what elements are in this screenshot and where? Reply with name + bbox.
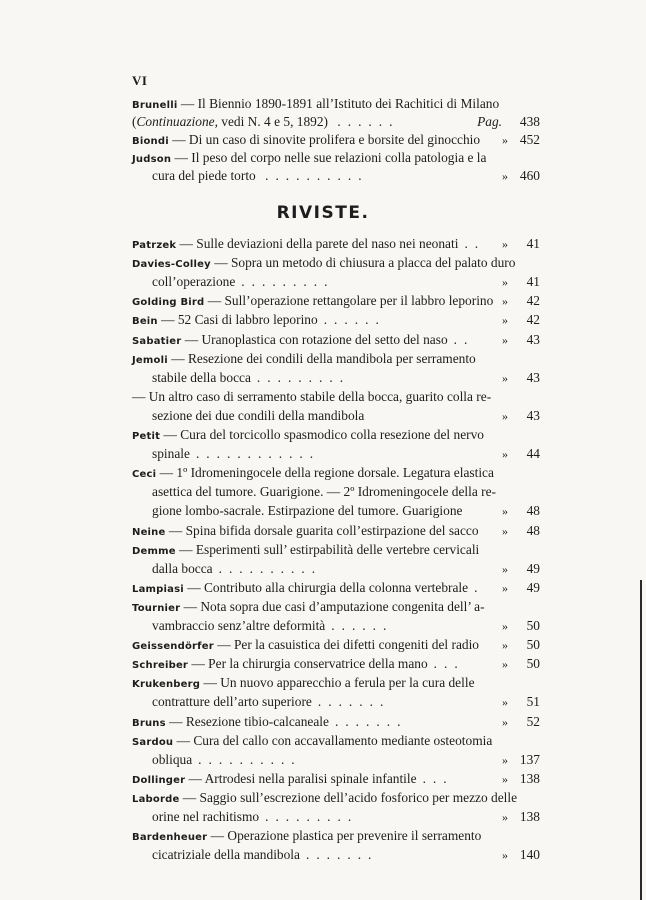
toc-line	[152, 482, 540, 501]
entry-title: cicatriziale della mandibola	[152, 847, 300, 863]
leader-dots: ..........	[198, 751, 302, 767]
leader-dots: .........	[256, 369, 351, 385]
entry-title: — Nota sopra due casi d’amputazione congenita dell’ a-	[183, 598, 485, 614]
toc-line	[132, 387, 540, 406]
entry-title: dalla bocca	[152, 560, 213, 576]
entry-page-ref	[498, 559, 540, 579]
entry-page-ref	[498, 444, 540, 464]
entry-page-ref	[498, 521, 540, 541]
entry-title: — Contributo alla chirurgia della colonna vertebrale	[187, 579, 469, 595]
guillemet: »	[502, 580, 508, 595]
toc-line	[152, 807, 540, 826]
entry-title: — Resezione dei condili della mandibola per serramento	[171, 350, 476, 366]
toc-line	[132, 112, 540, 131]
entry-author: Brunelli	[132, 100, 178, 111]
guillemet: »	[502, 447, 508, 462]
toc-line	[132, 148, 540, 167]
entry-title-italic: Continuazione,	[136, 114, 218, 129]
entry-author: Golding Bird	[132, 297, 205, 309]
entry-page: 138	[519, 809, 540, 824]
toc-line	[132, 234, 540, 253]
entry-page: 48	[526, 522, 540, 538]
toc-line	[132, 712, 540, 731]
guillemet: »	[502, 133, 508, 147]
entry-author: Sardou	[132, 736, 174, 748]
toc-line	[132, 463, 540, 482]
entry-author: Bruns	[132, 717, 166, 729]
guillemet: »	[502, 237, 508, 251]
guillemet: »	[502, 752, 508, 767]
entry-page-ref	[498, 166, 540, 186]
entry-page-ref	[498, 272, 540, 292]
guillemet: »	[502, 695, 508, 710]
entry-page: 438	[519, 114, 540, 129]
leader-dots: ............	[195, 446, 321, 462]
entry-page-ref	[498, 635, 540, 655]
toc-line	[132, 788, 540, 807]
entry-page-ref	[498, 769, 540, 789]
leader-dots: .......	[317, 694, 391, 710]
guillemet: »	[502, 275, 508, 290]
entry-author: Geissendörfer	[132, 641, 214, 653]
entry-author: Bardenheuer	[132, 832, 208, 844]
entry-page-ref	[498, 750, 540, 770]
guillemet: »	[502, 370, 508, 385]
toc-line	[132, 597, 540, 616]
entry-title: — Saggio sull’escrezione dell’acido fosforico per mezzo delle	[182, 789, 518, 805]
toc-line	[152, 368, 540, 387]
guillemet: »	[502, 848, 508, 863]
toc-line	[152, 845, 540, 864]
entry-title: spinale	[152, 446, 190, 462]
entry-page: 49	[526, 560, 540, 576]
leader-dots: ...	[422, 770, 454, 786]
entry-title: — Il peso del corpo nelle sue relazioni colla patologia e la	[174, 150, 487, 165]
toc-line	[132, 330, 540, 349]
guillemet: »	[502, 294, 508, 309]
entry-page-ref	[498, 501, 540, 521]
entry-page-ref	[498, 130, 540, 150]
entry-page-ref	[498, 310, 540, 330]
entry-author: Davies-Colley	[132, 259, 211, 271]
entry-page: 51	[526, 694, 540, 710]
toc-line	[152, 272, 540, 291]
entry-page-ref	[498, 330, 540, 350]
toc-line	[152, 501, 540, 520]
guillemet: »	[502, 771, 508, 786]
guillemet: »	[502, 408, 508, 423]
entry-page: 137	[519, 751, 540, 767]
guillemet: »	[502, 169, 508, 183]
entry-page: 52	[526, 713, 540, 729]
entry-page-ref	[498, 807, 540, 827]
entry-page: 49	[526, 579, 540, 595]
entry-title: — Sulle deviazioni della parete del naso nei neonati	[179, 236, 459, 251]
guillemet: »	[502, 714, 508, 729]
entry-page: 43	[526, 331, 540, 347]
entry-author: Biondi	[132, 136, 169, 147]
entry-page: 138	[519, 770, 540, 786]
entry-page: 48	[526, 503, 540, 519]
entry-author: Schreiber	[132, 660, 189, 672]
guillemet: »	[502, 332, 508, 347]
entry-author: Petit	[132, 431, 161, 442]
page-number: VI	[132, 73, 148, 88]
toc-line	[152, 750, 540, 769]
entry-page: 452	[519, 132, 540, 147]
entry-title: asettica del tumore. Guarigione. — 2º Idromeningocele della re-	[152, 484, 496, 500]
guillemet: »	[502, 657, 508, 672]
entry-author: Laborde	[132, 793, 180, 805]
entry-title: — 1º Idromeningocele della regione dorsale. Legatura elastica	[159, 465, 494, 481]
entry-title: vedi N. 4 e 5, 1892)	[217, 114, 329, 129]
entry-title: — Esperimenti sull’ estirpabilità delle vertebre cervicali	[179, 541, 480, 557]
leader-dots: ......	[323, 312, 386, 328]
toc-line	[132, 826, 540, 845]
entry-title: — Spina bifida dorsale guarita coll’estirpazione del sacco	[168, 522, 479, 538]
leader-dots: ..........	[218, 560, 323, 576]
entry-author: Neine	[132, 526, 166, 538]
toc-line	[152, 616, 540, 635]
entry-author: Demme	[132, 545, 176, 557]
entry-page-ref	[498, 406, 540, 426]
leader-dots: ...	[433, 656, 465, 672]
entry-title: — Il Biennio 1890-1891 all’Istituto dei Rachitici di Milano	[180, 96, 500, 111]
toc-line	[132, 349, 540, 368]
entry-title-prefix: (	[132, 114, 137, 129]
toc-line	[152, 444, 540, 463]
entry-title: vambraccio senz’altre deformità	[152, 618, 326, 633]
guillemet: »	[502, 561, 508, 576]
entry-author: Lampiasi	[132, 583, 184, 595]
toc-line	[132, 310, 540, 329]
entry-page: 41	[526, 274, 540, 290]
entry-title: — 52 Casi di labbro leporino	[161, 312, 318, 328]
entry-title: coll’operazione	[152, 274, 236, 290]
entry-title: orine nel rachitismo	[152, 809, 260, 824]
entry-title: — Operazione plastica per prevenire il serramento	[210, 828, 482, 844]
entry-title: — Uranoplastica con rotazione del setto del naso	[184, 331, 448, 347]
entry-page-ref	[498, 578, 540, 598]
entry-page-ref	[498, 845, 540, 865]
toc-line	[132, 731, 540, 750]
entry-page-ref	[498, 368, 540, 388]
toc-line	[132, 253, 540, 272]
entry-title: — Artrodesi nella paralisi spinale infantile	[188, 770, 417, 786]
entry-page: 43	[526, 369, 540, 385]
toc-line	[132, 654, 540, 673]
toc-line	[132, 291, 540, 310]
entry-page-ref	[498, 616, 540, 636]
entry-title: cura del piede torto	[152, 168, 256, 183]
leader-dots: ......	[331, 618, 394, 633]
leader-dots: .	[474, 579, 485, 595]
leader-dots: .........	[265, 809, 359, 824]
entry-title: — Cura del callo con accavallamento mediante osteotomia	[176, 732, 493, 748]
toc-line	[152, 692, 540, 711]
entry-title: — Un nuovo apparecchio a ferula per la cura delle	[203, 675, 475, 691]
guillemet: »	[502, 810, 508, 824]
entry-page: 50	[526, 656, 540, 672]
toc-line	[152, 406, 540, 425]
toc-line	[152, 166, 540, 185]
entry-title: — Per la casuistica dei difetti congeniti del radio	[217, 637, 479, 653]
entry-author: Tournier	[132, 602, 181, 614]
entry-page-ref	[498, 654, 540, 674]
toc-line	[132, 673, 540, 692]
entry-title: — Per la chirurgia conservatrice della mano	[191, 656, 428, 672]
toc-line	[132, 635, 540, 654]
toc-line	[132, 521, 540, 540]
toc-line	[132, 769, 540, 788]
entry-author: Ceci	[132, 469, 157, 481]
entry-page-ref	[477, 112, 540, 131]
entry-page-ref	[498, 234, 540, 254]
entry-page: 140	[519, 847, 540, 863]
guillemet: »	[502, 523, 508, 538]
entry-title: — Sull’operazione rettangolare per il labbro leporino	[207, 293, 494, 309]
toc-line	[132, 540, 540, 559]
entry-title: — Cura del torcicollo spasmodico colla resezione del nervo	[163, 427, 484, 442]
toc-line	[132, 130, 540, 149]
toc-line	[152, 559, 540, 578]
toc-line	[132, 94, 540, 113]
entry-title: sezione dei due condili della mandibola	[152, 407, 365, 423]
entry-title: — Sopra un metodo di chiusura a placca del palato duro	[214, 255, 516, 271]
entry-title: contratture dell’arto superiore	[152, 694, 312, 710]
entry-author: Bein	[132, 316, 158, 328]
page-edge-shadow	[640, 580, 642, 900]
entry-title: — Un altro caso di serramento stabile della bocca, guarito colla re-	[132, 388, 492, 404]
entry-author: Dollinger	[132, 774, 186, 786]
entry-page: 44	[526, 446, 540, 462]
entry-page: 50	[526, 637, 540, 653]
guillemet: »	[502, 313, 508, 328]
entry-author: Jemoli	[132, 354, 168, 366]
leader-dots: ......	[337, 114, 400, 129]
leader-dots: .........	[241, 274, 335, 290]
leader-dots: ..	[453, 331, 475, 347]
entry-page: 42	[526, 312, 540, 328]
section-heading: RIVISTE.	[276, 203, 370, 223]
entry-page-ref	[498, 692, 540, 712]
entry-title: obliqua	[152, 751, 193, 767]
entry-author: Patrzek	[132, 240, 177, 251]
entry-title: gione lombo-sacrale. Estirpazione del tumore. Guarigione	[152, 503, 463, 519]
leader-dots: ..	[464, 236, 486, 251]
entry-title: — Resezione tibio-calcaneale	[169, 713, 329, 729]
entry-page: 41	[526, 236, 540, 251]
toc-line	[132, 425, 540, 444]
leader-dots: ..........	[265, 168, 369, 183]
guillemet: »	[502, 619, 508, 633]
entry-author: Judson	[132, 154, 172, 165]
entry-page: 42	[526, 293, 540, 309]
entry-author: Krukenberg	[132, 679, 201, 691]
toc-line	[132, 578, 540, 597]
pag-label: Pag.	[477, 114, 502, 129]
entry-page: 460	[519, 168, 540, 183]
entry-title: stabile della bocca	[152, 369, 251, 385]
entry-title: — Di un caso di sinovite prolifera e borsite del ginocchio	[172, 132, 481, 147]
entry-page-ref	[498, 291, 540, 311]
entry-page-ref	[498, 712, 540, 732]
leader-dots: .......	[305, 847, 379, 863]
entry-page: 43	[526, 407, 540, 423]
entry-page: 50	[526, 618, 540, 633]
guillemet: »	[502, 504, 508, 519]
leader-dots: .......	[334, 713, 408, 729]
guillemet: »	[502, 638, 508, 653]
entry-author: Sabatier	[132, 335, 182, 347]
